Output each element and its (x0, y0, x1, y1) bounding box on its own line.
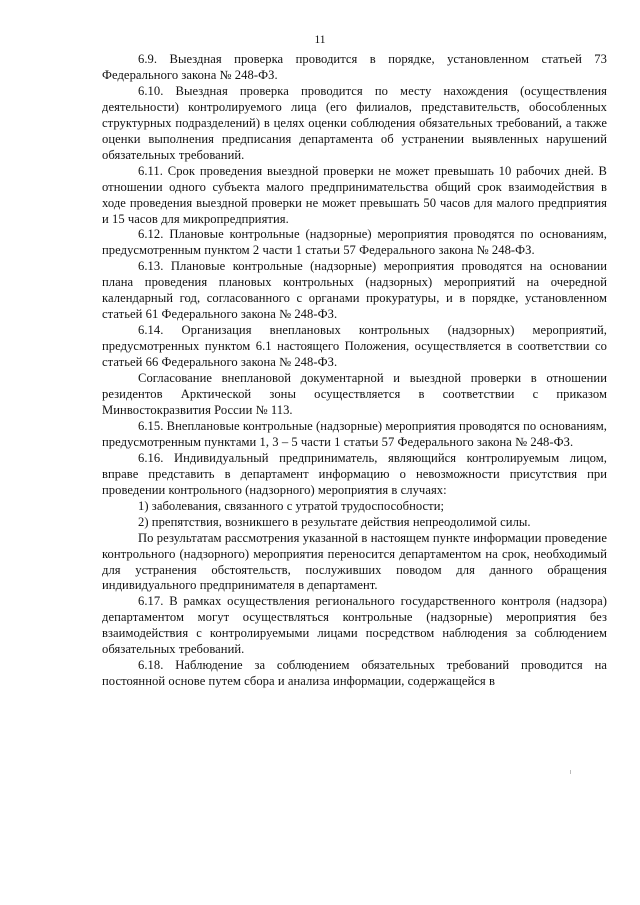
paragraph-6-16: 6.16. Индивидуальный предприниматель, являющийся контролируемым лицом, вправе представить в департамент информацию о невозможности присутствия при проведении контрольного (надзорного) мероприятия в случаях: (102, 450, 607, 497)
paragraph-postponement: По результатам рассмотрения указанной в настоящем пункте информации проведение контрольного (надзорного) мероприятия переносится департаментом на срок, необходимый для устранения обстоятельств, послуживших поводом для данного обращения индивидуального предпринимателя в департамент. (102, 530, 607, 593)
paragraph-6-11: 6.11. Срок проведения выездной проверки не может превышать 10 рабочих дней. В отношении одного субъекта малого предпринимательства общий срок взаимодействия в ходе проведения выездной проверки не может превышать 50 часов для малого предприятия и 15 часов для микропредприятия. (102, 163, 607, 226)
page-number: 11 (314, 34, 326, 46)
list-item-illness: 1) заболевания, связанного с утратой трудоспособности; (138, 498, 445, 513)
paragraph-6-9: 6.9. Выездная проверка проводится в порядке, установленном статьей 73 Федерального закона № 248-ФЗ. (102, 52, 607, 82)
paragraph-6-13: 6.13. Плановые контрольные (надзорные) мероприятия проводятся на основании плана проведения плановых контрольных (надзорных) мероприятий на очередной календарный год, согласованного с органами прокуратуры, и в порядке, установленном статьей 61 Федерального закона № 248-ФЗ. (102, 259, 607, 322)
paragraph-6-18: 6.18. Наблюдение за соблюдением обязательных требований проводится на постоянной основе путем сбора и анализа информации, содержащейся в (102, 658, 607, 689)
paragraph-6-12: 6.12. Плановые контрольные (надзорные) мероприятия проводятся по основаниям, предусмотренным пунктом 2 части 1 статьи 57 Федерального закона № 248-ФЗ. (102, 227, 607, 258)
paragraph-6-15: 6.15. Внеплановые контрольные (надзорные) мероприятия проводятся по основаниям, предусмотренным пунктами 1, 3 – 5 части 1 статьи 57 Федерального закона № 248-ФЗ. (102, 418, 607, 449)
paragraph-6-17: 6.17. В рамках осуществления регионального государственного контроля (надзора) департаментом могут осуществляться контрольные (надзорные) мероприятия без взаимодействия с контролируемыми лицами посредством наблюдения за соблюдением обязательных требований. (102, 594, 607, 657)
list-item-force-majeure: 2) препятствия, возникшего в результате действия непреодолимой силы. (138, 514, 531, 529)
paragraph-6-14: 6.14. Организация внеплановых контрольных (надзорных) мероприятий, предусмотренных пунктом 6.1 настоящего Положения, осуществляется в соответствии со статьей 66 Федерального закона № 248-ФЗ. (102, 323, 607, 370)
paragraph-arctic-zone-approval: Согласование внеплановой документарной и выездной проверки в отношении резидентов Арктической зоны осуществляется в соответствии с приказом Минвостокразвития России № 113. (102, 371, 607, 417)
scan-artifact (570, 770, 571, 774)
paragraph-6-10: 6.10. Выездная проверка проводится по месту нахождения (осуществления деятельности) контролируемого лица (его филиалов, представительств, обособленных структурных подразделений) в целях оценки соблюдения обязательных требований, а также оценки выполнения предписания департамента об устранении выявленных нарушений обязательных требований. (102, 83, 607, 162)
document-body (102, 52, 607, 690)
